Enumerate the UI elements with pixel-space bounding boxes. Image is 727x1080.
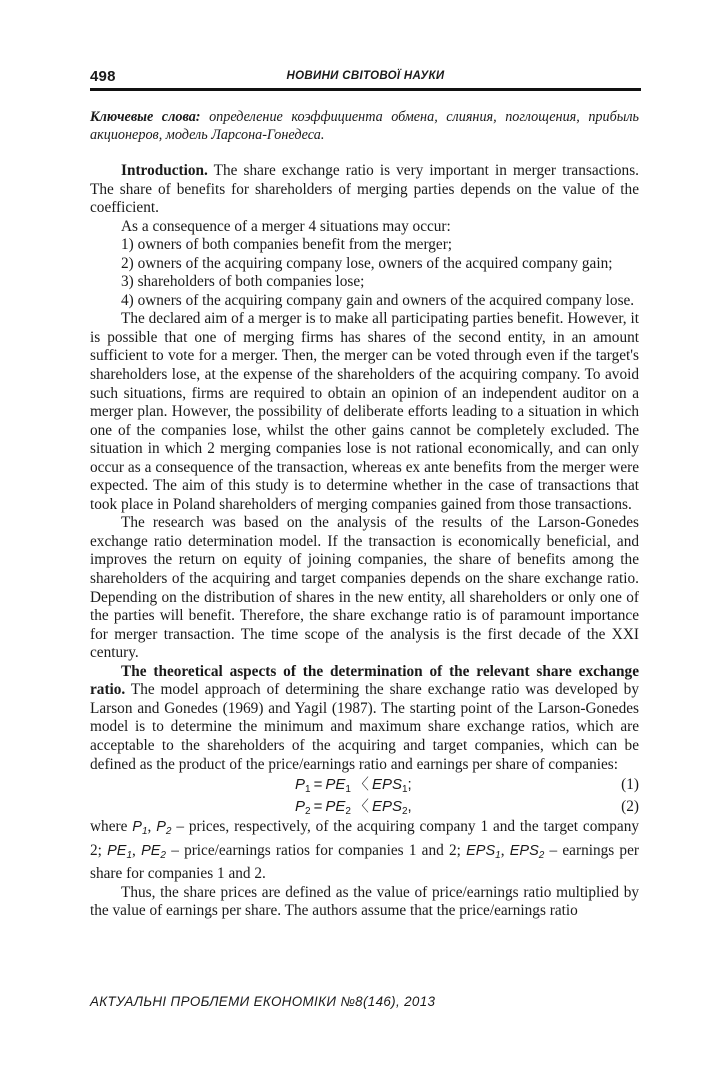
formula-1-expression: $P_1 = PE_1$ 〈 $EPS_1$; — [295, 776, 412, 796]
keywords-block — [90, 108, 639, 144]
formula-1 — [90, 774, 639, 796]
article-body — [90, 162, 639, 921]
var-p2: $P_2$ — [156, 819, 172, 838]
journal-footer: АКТУАЛЬНІ ПРОБЛЕМИ ЕКОНОМІКИ №8(146), 2013 — [90, 994, 436, 1009]
var-eps1: $EPS_1$ — [466, 842, 501, 861]
var-pe2: $PE_2$ — [141, 842, 166, 861]
running-header — [90, 68, 641, 88]
formula-2 — [90, 796, 639, 818]
intro-text: The share exchange ratio is very important in merger transactions. The share of benefits for shareholders of merging parties depends on the value of the coefficient. — [90, 162, 639, 217]
intro-paragraph — [90, 162, 639, 218]
theory-paragraph — [90, 663, 639, 774]
intro-heading: Introduction. — [121, 162, 208, 179]
formula-2-expression: $P_2 = PE_2$ 〈 $EPS_2$, — [295, 798, 412, 818]
research-paragraph: The research was based on the analysis of the results of the Larson-Gonedes exchange ratio determination model. If the transaction is economically beneficial, and improves the return on equity of joining companies, the share of benefits among the shareholders of the acquiring and target companies depends on the share exchange ratio. Depending on the distribution of shares in the new entity, all shareholders or only one of the parties will benefit. Therefore, the share exchange ratio is of paramount importance for merger transaction. The time scope of the analysis is the first decade of the XXI century. — [90, 514, 639, 662]
theory-text: The model approach of determining the share exchange ratio was developed by Larson and Gonedes (1969) and Yagil (1987). The starting point of the Larson-Gonedes model is to determine the minimum and maximum share exchange ratios, which are acceptable to the shareholders of the acquiring and target companies, which can be defined as the product of the price/earnings ratio and earnings per share of companies: — [90, 681, 639, 773]
section-title: НОВИНИ СВІТОВОЇ НАУКИ — [286, 70, 445, 82]
keywords-label: Ключевые слова: — [90, 109, 201, 125]
var-pe1: $PE_1$ — [107, 842, 133, 861]
where-paragraph: where $P_1$, $P_2$ – prices, respectively, of the acquiring company 1 and the target company 2; $PE_1$, $PE_2$ – price/earnings ratios for companies 1 and 2; $EPS_1$, $EPS_2$ – earnings per share for companies 1 and 2. — [90, 818, 639, 883]
situation-item-4: 4) owners of the acquiring company gain and owners of the acquired company lose. — [121, 291, 635, 309]
var-p1: $P_1$ — [132, 819, 148, 838]
situation-item-3: 3) shareholders of both companies lose; — [121, 273, 365, 291]
page-number: 498 — [90, 68, 116, 85]
formula-2-number: (2) — [621, 798, 639, 816]
situations-intro: As a consequence of a merger 4 situations may occur: — [121, 217, 451, 235]
keywords-text: определение коэффициента обмена, слияния, поглощения, прибыль акционеров, модель Ларсона-Гонедеса. — [90, 109, 640, 143]
formula-1-number: (1) — [621, 776, 639, 794]
aim-paragraph: The declared aim of a merger is to make all participating parties benefit. However, it is possible that one of merging firms has shares of the second entity, in an amount sufficient to vote for a merger. Then, the merger can be voted through even if the target's shareholders lose, at the expense of the shareholders of the acquiring company. To avoid such situations, firms are required to obtain an opinion of an independent auditor on a merger plan. However, the possibility of deliberate efforts leading to a situation in which one of the companies lose, whilst the other gains cannot be completely excluded. The situation in which 2 merging companies lose is not rational economically, and can only occur as a consequence of the transaction, whereas ex ante benefits from the merger were expected. The aim of this study is to determine whether in the case of transactions that took place in Poland shareholders of merging companies gained from those transactions. — [90, 310, 639, 513]
header-rule — [90, 88, 641, 91]
situation-item-2: 2) owners of the acquiring company lose, owners of the acquired company gain; — [121, 254, 613, 272]
situation-item-1: 1) owners of both companies benefit from the merger; — [121, 236, 453, 254]
thus-paragraph: Thus, the share prices are defined as the value of price/earnings ratio multiplied by the value of earnings per share. The authors assume that the price/earnings ratio — [90, 883, 639, 920]
theory-heading: The theoretical aspects of the determination of the relevant share exchange ratio. — [90, 662, 639, 699]
var-eps2: $EPS_2$ — [509, 842, 545, 861]
